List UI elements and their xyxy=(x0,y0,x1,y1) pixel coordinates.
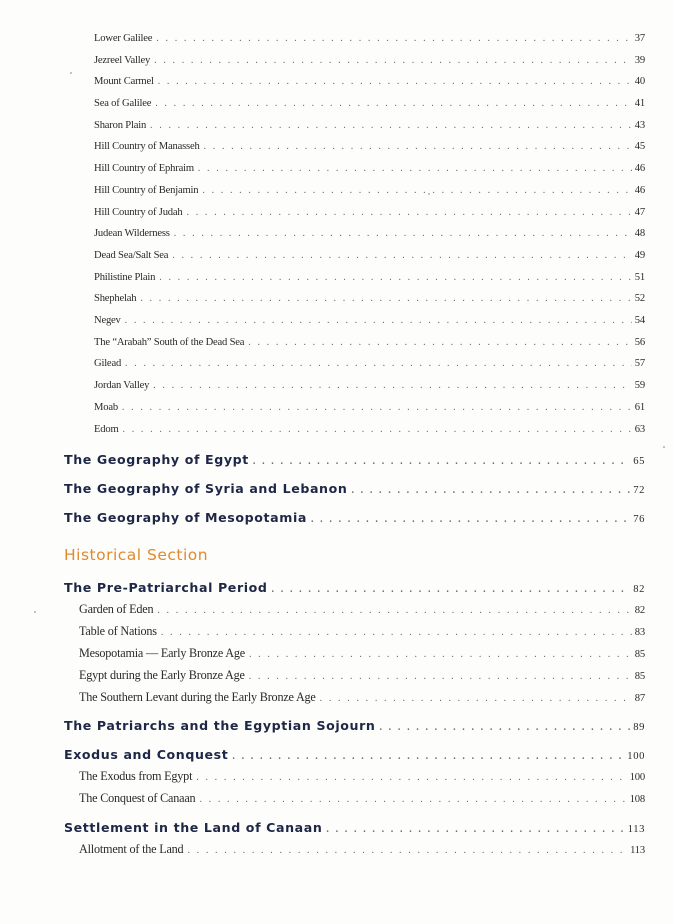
toc-entry-hill-country-benjamin[interactable] xyxy=(94,185,645,196)
toc-entry-arabah[interactable] xyxy=(94,337,645,348)
dot-leader xyxy=(249,671,632,682)
dot-leader xyxy=(172,250,632,261)
toc-chapter-exodus-conquest[interactable] xyxy=(64,747,645,762)
dot-leader xyxy=(157,605,631,616)
toc-entry-egypt-eba[interactable] xyxy=(79,668,645,683)
toc-entry-label: Shephelah xyxy=(94,293,137,304)
dot-leader xyxy=(253,456,630,467)
dot-leader xyxy=(248,337,632,348)
dot-leader xyxy=(122,402,632,413)
toc-entry-label: Hill Country of Benjamin xyxy=(94,185,199,196)
toc-page-number: 41 xyxy=(634,98,645,109)
toc-page-number: 76 xyxy=(633,514,645,525)
dot-leader xyxy=(379,722,630,733)
toc-page-number: 63 xyxy=(634,424,645,435)
toc-chapter-geography-syria-lebanon[interactable] xyxy=(64,481,645,496)
dot-leader xyxy=(204,141,632,152)
toc-entry-lower-galilee[interactable] xyxy=(94,33,645,44)
toc-entry-hill-country-manasseh[interactable] xyxy=(94,141,645,152)
dot-leader xyxy=(158,76,632,87)
toc-chapter-label: The Patriarchs and the Egyptian Sojourn xyxy=(64,718,376,733)
dot-leader xyxy=(311,514,630,525)
toc-page-number: 49 xyxy=(634,250,645,261)
dot-leader xyxy=(123,424,632,435)
toc-entry-philistine-plain[interactable] xyxy=(94,272,645,283)
dot-leader xyxy=(198,163,632,174)
toc-chapter-pre-patriarchal[interactable] xyxy=(64,580,645,595)
dot-leader xyxy=(351,485,630,496)
toc-entry-label: Philistine Plain xyxy=(94,272,156,283)
toc-page-number: 85 xyxy=(634,649,645,660)
dot-leader xyxy=(154,55,632,66)
toc-page-number: 83 xyxy=(634,627,645,638)
toc-chapter-label: The Geography of Mesopotamia xyxy=(64,510,307,525)
toc-entry-label: The “Arabah” South of the Dead Sea xyxy=(94,337,245,348)
toc-entry-label: Negev xyxy=(94,315,121,326)
toc-entry-garden-of-eden[interactable] xyxy=(79,602,645,617)
dot-leader xyxy=(174,228,632,239)
toc-entry-label: The Exodus from Egypt xyxy=(79,769,193,783)
toc-page-number: 40 xyxy=(634,76,645,87)
dot-leader xyxy=(202,185,631,196)
toc-page-number: 37 xyxy=(634,33,645,44)
dot-leader xyxy=(140,293,631,304)
toc-page-number: 56 xyxy=(634,337,645,348)
toc-entry-label: Mount Carmel xyxy=(94,76,154,87)
toc-page-number: 39 xyxy=(634,55,645,66)
toc-page-number: 47 xyxy=(634,207,645,218)
toc-entry-label: Mesopotamia — Early Bronze Age xyxy=(79,646,245,660)
toc-entry-label: Jezreel Valley xyxy=(94,55,151,66)
toc-page-number: 82 xyxy=(634,605,645,616)
dot-leader xyxy=(199,794,626,805)
toc-chapter-label: Settlement in the Land of Canaan xyxy=(64,820,323,835)
toc-chapter-label: The Geography of Egypt xyxy=(64,452,249,467)
toc-page-number: 85 xyxy=(634,671,645,682)
toc-page-number: 100 xyxy=(629,772,645,783)
dot-leader xyxy=(161,627,632,638)
toc-chapter-patriarchs[interactable] xyxy=(64,718,645,733)
toc-page-number: 52 xyxy=(634,293,645,304)
toc-entry-hill-country-ephraim[interactable] xyxy=(94,163,645,174)
toc-entry-label: Edom xyxy=(94,424,119,435)
toc-page-number: 82 xyxy=(633,584,645,595)
scan-speck xyxy=(70,72,72,74)
toc-entry-label: The Conquest of Canaan xyxy=(79,791,196,805)
toc-entry-label: Lower Galilee xyxy=(94,33,153,44)
toc-entry-label: Sharon Plain xyxy=(94,120,147,131)
dot-leader xyxy=(326,824,624,835)
toc-entry-table-of-nations[interactable] xyxy=(79,624,645,639)
toc-entry-dead-sea[interactable] xyxy=(94,250,645,261)
toc-entry-jezreel-valley[interactable] xyxy=(94,55,645,66)
toc-page-number: 113 xyxy=(630,845,645,856)
dot-leader xyxy=(155,98,632,109)
toc-entry-shephelah[interactable] xyxy=(94,293,645,304)
toc-page-number: 65 xyxy=(633,456,645,467)
toc-page-number: 43 xyxy=(634,120,645,131)
toc-page-number: 46 xyxy=(634,163,645,174)
toc-entry-label: Judean Wilderness xyxy=(94,228,170,239)
toc-chapter-label: Exodus and Conquest xyxy=(64,747,229,762)
dot-leader xyxy=(150,120,632,131)
toc-entry-moab[interactable] xyxy=(94,402,645,413)
scan-speck xyxy=(663,446,665,448)
toc-chapter-label: The Pre-Patriarchal Period xyxy=(64,580,268,595)
toc-entry-label: The Southern Levant during the Early Bronze Age xyxy=(79,690,316,704)
toc-entry-edom[interactable] xyxy=(94,424,645,435)
dot-leader xyxy=(125,315,632,326)
toc-entry-negev[interactable] xyxy=(94,315,645,326)
toc-page-number: 100 xyxy=(627,751,645,762)
dot-leader xyxy=(187,845,627,856)
toc-chapter-settlement[interactable] xyxy=(64,820,645,835)
toc-page-number: 72 xyxy=(633,485,645,496)
toc-chapter-label: The Geography of Syria and Lebanon xyxy=(64,481,348,496)
toc-entry-mount-carmel[interactable] xyxy=(94,76,645,87)
toc-entry-sharon-plain[interactable] xyxy=(94,120,645,131)
toc-page-number: 108 xyxy=(629,794,645,805)
toc-entry-conquest-of-canaan[interactable] xyxy=(79,791,645,806)
toc-page-number: 87 xyxy=(634,693,645,704)
scan-speck xyxy=(34,611,36,613)
toc-entry-sea-of-galilee[interactable] xyxy=(94,98,645,109)
scan-speck xyxy=(428,193,430,195)
toc-entry-label: Table of Nations xyxy=(79,624,157,638)
dot-leader xyxy=(272,584,631,595)
toc-chapter-geography-mesopotamia[interactable] xyxy=(64,510,645,525)
dot-leader xyxy=(125,358,632,369)
toc-entry-hill-country-judah[interactable] xyxy=(94,207,645,218)
toc-entry-gilead[interactable] xyxy=(94,358,645,369)
toc-entry-allotment-of-land[interactable] xyxy=(79,842,645,857)
dot-leader xyxy=(196,772,626,783)
toc-page-number: 61 xyxy=(634,402,645,413)
toc-entry-label: Sea of Galilee xyxy=(94,98,152,109)
toc-entry-label: Gilead xyxy=(94,358,122,369)
toc-entry-label: Egypt during the Early Bronze Age xyxy=(79,668,245,682)
toc-entry-label: Hill Country of Judah xyxy=(94,207,183,218)
dot-leader xyxy=(159,272,632,283)
dot-leader xyxy=(320,693,632,704)
dot-leader xyxy=(187,207,632,218)
toc-entry-mesopotamia-eba[interactable] xyxy=(79,646,645,661)
toc-page-number: 46 xyxy=(634,185,645,196)
toc-entry-label: Hill Country of Manasseh xyxy=(94,141,200,152)
toc-chapter-geography-egypt[interactable] xyxy=(64,452,645,467)
toc-entry-label: Hill Country of Ephraim xyxy=(94,163,194,174)
toc-entry-label: Moab xyxy=(94,402,118,413)
dot-leader xyxy=(156,33,632,44)
toc-entry-jordan-valley[interactable] xyxy=(94,380,645,391)
toc-entry-label: Allotment of the Land xyxy=(79,842,184,856)
toc-page-number: 51 xyxy=(634,272,645,283)
dot-leader xyxy=(153,380,632,391)
toc-page-number: 57 xyxy=(634,358,645,369)
toc-page-number: 45 xyxy=(634,141,645,152)
toc-entry-southern-levant-eba[interactable] xyxy=(79,690,645,705)
toc-page-number: 48 xyxy=(634,228,645,239)
section-title-historical: Historical Section xyxy=(64,546,209,564)
toc-entry-label: Garden of Eden xyxy=(79,602,154,616)
toc-entry-label: Jordan Valley xyxy=(94,380,150,391)
dot-leader xyxy=(232,751,624,762)
toc-page-number: 54 xyxy=(634,315,645,326)
toc-page-number: 89 xyxy=(633,722,645,733)
dot-leader xyxy=(249,649,632,660)
toc-page-number: 113 xyxy=(627,824,645,835)
toc-page-number: 59 xyxy=(634,380,645,391)
toc-entry-exodus-from-egypt[interactable] xyxy=(79,769,645,784)
toc-entry-judean-wilderness[interactable] xyxy=(94,228,645,239)
toc-entry-label: Dead Sea/Salt Sea xyxy=(94,250,169,261)
